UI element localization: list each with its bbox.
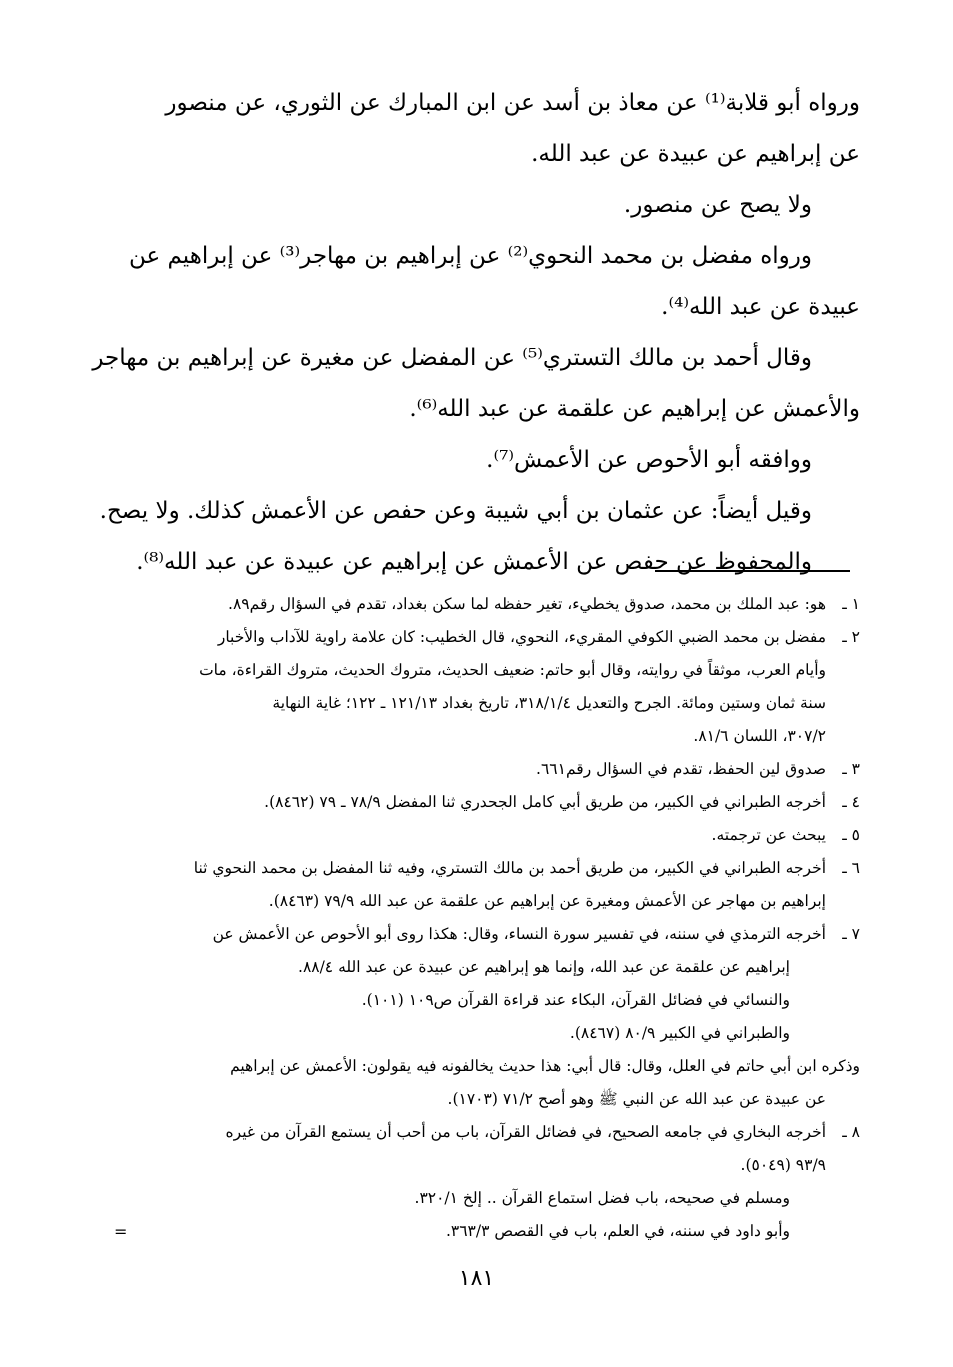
footnote-text: ٩٣/٩ (٥٠٤٩). — [740, 1156, 826, 1174]
main-line: ولا يصح عن منصور. — [623, 192, 812, 218]
footnote-number: ١ ـ — [842, 595, 860, 613]
footnote-line — [135, 819, 860, 852]
footnote-text: يبحث عن ترجمته. — [711, 826, 826, 844]
footnote-line — [135, 621, 860, 654]
page-number: ١٨١ — [458, 1266, 495, 1291]
main-line: وقال أحمد بن مالك التستري⁽⁵⁾ عن المفضل عن مغيرة عن إبراهيم بن مهاجر — [92, 345, 812, 371]
main-line: عبيدة عن عبد الله⁽⁴⁾. — [661, 294, 860, 320]
main-line: ورواه مفضل بن محمد النحوي⁽²⁾ عن إبراهيم بن مهاجر⁽³⁾ عن إبراهيم عن — [128, 243, 812, 269]
footnote-line — [135, 1017, 860, 1050]
footnote-text: عن عبيدة عن عبد الله عن النبي ﷺ وهو أصح ٧١/٢ (١٧٠٣). — [447, 1090, 826, 1108]
footnote-number: ٤ ـ — [842, 793, 860, 811]
footnote-text: أخرجه الترمذي في سننه، في تفسير سورة النساء، وقال: هكذا روى أبو الأحوص عن الأعمش عن — [212, 925, 826, 943]
footnote-separator — [655, 570, 850, 572]
footnotes — [135, 588, 860, 1248]
footnote-line — [135, 951, 860, 984]
footnote-text: والطبراني في الكبير ٨٠/٩ (٨٤٦٧). — [569, 1024, 790, 1042]
main-line: ووافقه أبو الأحوص عن الأعمش⁽⁷⁾. — [486, 447, 812, 473]
footnote-line — [135, 720, 860, 753]
footnote-text: إبراهيم بن مهاجر عن الأعمش ومغيرة عن إبراهيم عن علقمة عن عبد الله ٧٩/٩ (٨٤٦٣). — [268, 892, 826, 910]
footnote-text: والنسائي في فضائل القرآن، البكاء عند قراءة القرآن ص١٠٩ (١٠١). — [361, 991, 790, 1009]
footnote-line — [135, 1116, 860, 1149]
footnote-text: وأيام العرب، موثقاً في روايته، وقال أبو حاتم: ضعيف الحديث، متروك الحديث، متروك القراءة، مات — [199, 661, 826, 679]
footnote-text: أخرجه الطبراني في الكبير، من طريق أبي كامل الجحدري ثنا المفضل ٧٨/٩ ـ ٧٩ (٨٤٦٢). — [264, 793, 826, 811]
footnote-text: وذكره ابن أبي حاتم في العلل، وقال: قال أبي: هذا حديث يخالفونه فيه يقولون: الأعمش عن إبراهيم — [230, 1057, 860, 1075]
footnote-number: ٦ ـ — [842, 859, 860, 877]
footnote-line — [135, 654, 860, 687]
margin-mark: = — [114, 1222, 128, 1241]
footnote-line — [135, 984, 860, 1017]
footnote-text: إبراهيم عن علقمة عن عبد الله، وإنما هو إبراهيم عن عبيدة عن عبد الله ٨٨/٤. — [298, 958, 790, 976]
footnote-text: وأبو داود في سننه، في العلم، باب في القصص ٣٦٣/٣. — [445, 1222, 790, 1240]
footnote-line — [135, 786, 860, 819]
footnote-line — [135, 1149, 860, 1182]
footnote-number: ٧ ـ — [842, 925, 860, 943]
footnote-text: أخرجه البخاري في جامعه الصحيح، في فضائل القرآن، باب من أحب أن يستمع القرآن من غيره — [225, 1123, 826, 1141]
footnote-number: ٢ ـ — [842, 628, 860, 646]
footnote-line — [135, 1083, 860, 1116]
footnote-line — [135, 753, 860, 786]
footnote-text: صدوق لين الحفظ، تقدم في السؤال رقم٦٦١. — [536, 760, 826, 778]
footnote-text: سنة ثمان وستين ومائة. الجرح والتعديل ٣١٨/١/٤، تاريخ بغداد ١٢١/١٣ ـ ١٢٢؛ غاية النهاية — [272, 694, 826, 712]
footnote-line — [135, 687, 860, 720]
footnote-line — [135, 588, 860, 621]
main-line: ورواه أبو قلابة⁽¹⁾ عن معاذ بن أسد عن ابن المبارك عن الثوري، عن منصور — [165, 90, 860, 116]
footnote-text: ٣٠٧/٢، اللسان ٨١/٦. — [693, 727, 826, 745]
footnote-line — [135, 1050, 860, 1083]
footnote-text: ومسلم في صحيحه، باب فضل استماع القرآن .. إلخ ٣٢٠/١. — [414, 1189, 790, 1207]
footnote-text: مفضل بن محمد الضبي الكوفي المقريء، النحوي، قال الخطيب: كان علامة راوية للآداب والأخبار — [217, 628, 826, 646]
footnote-text: أخرجه الطبراني في الكبير، من طريق أحمد بن مالك التستري، وفيه ثنا المفضل بن محمد النحوي ثنا — [193, 859, 826, 877]
footnote-number: ٣ ـ — [842, 760, 860, 778]
main-line: عن إبراهيم عن عبيدة عن عبد الله. — [531, 141, 860, 167]
main-line: والمحفوظ عن حفص عن الأعمش عن إبراهيم عن عبيدة عن عبد الله⁽⁸⁾. — [136, 549, 812, 575]
main-line: والأعمش عن إبراهيم عن علقمة عن عبد الله⁽⁶⁾. — [409, 396, 860, 422]
footnote-line — [135, 918, 860, 951]
footnote-number: ٥ ـ — [842, 826, 860, 844]
main-text — [92, 78, 860, 588]
footnote-text: هو: عبد الملك بن محمد، صدوق يخطيء، تغير حفظه لما سكن بغداد، تقدم في السؤال رقم٨٩. — [228, 595, 826, 613]
footnote-line — [135, 1215, 860, 1248]
footnote-line — [135, 1182, 860, 1215]
main-line: وقيل أيضاً: عن عثمان بن أبي شيبة وعن حفص عن الأعمش كذلك. ولا يصح. — [99, 498, 812, 524]
footnote-number: ٨ ـ — [842, 1123, 860, 1141]
footnote-line — [135, 885, 860, 918]
footnote-line — [135, 852, 860, 885]
